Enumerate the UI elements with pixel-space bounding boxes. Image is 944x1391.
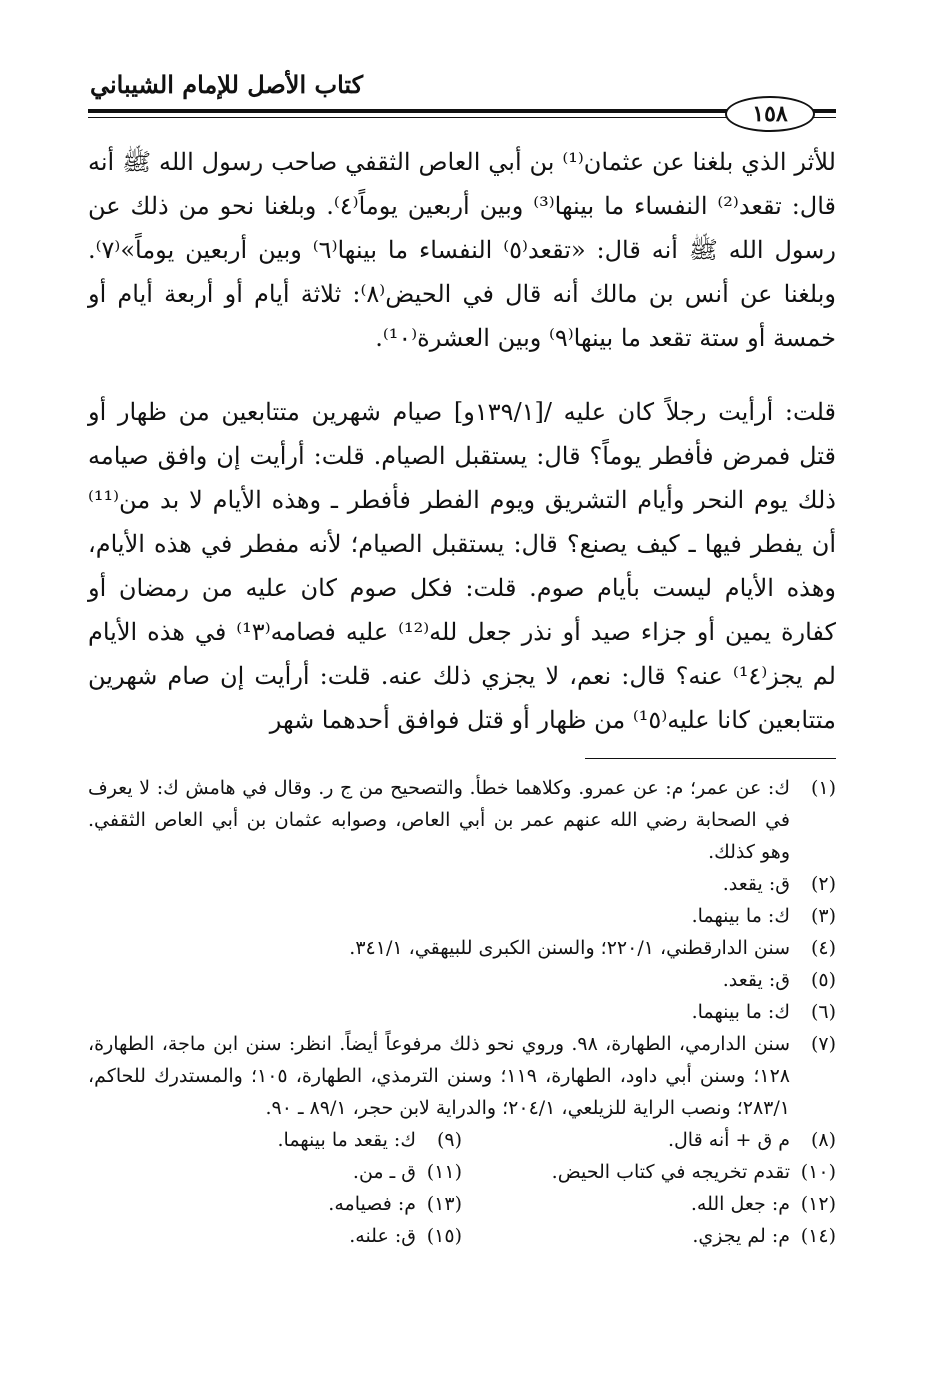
footnote-text: م: لم يجزي. bbox=[692, 1225, 790, 1247]
footnote-number: (٢) bbox=[810, 873, 836, 895]
footnote-text: ق: علنه. bbox=[349, 1225, 416, 1247]
footnote bbox=[462, 1156, 836, 1188]
footnote-number: (٩) bbox=[436, 1129, 462, 1151]
header-rule-thin bbox=[88, 117, 836, 118]
footnote-text: ك: عن عمر؛ م: عن عمرو. وكلاهما خطأ. والتصحيح من ج ر. وقال في هامش ك: لا يعرف في الصحابة رضي الله عنهم عمر بن أبي العاص، وصوابه عثمان بن أبي العاص الثقفي. وهو كذلك. bbox=[88, 777, 790, 863]
footnote-number: (١٥) bbox=[426, 1225, 462, 1247]
footnote-text: ق: يقعد. bbox=[722, 873, 790, 895]
footnote bbox=[88, 996, 836, 1028]
footnote bbox=[88, 900, 836, 932]
paragraph-2: قلت: أرأيت رجلاً كان عليه /[١٣٩/١و] صيام شهرين متتابعين من ظهار أو قتل فمرض فأفطر يوماً؟ قال: يستقبل الصيام. قلت: أرأيت إن وافق صيامه ذلك يوم النحر وأيام التشريق ويوم الفطر فأفطر ـ وهذه الأيام لا بد من⁽¹¹⁾ أن يفطر فيها ـ كيف يصنع؟ قال: يستقبل الصيام؛ لأنه مفطر في هذه الأيام، وهذه الأيام ليست بأيام صوم. قلت: فكل صوم كان عليه من رمضان أو كفارة يمين أو جزاء صيد أو نذر جعل لله⁽¹²⁾ عليه فصامه⁽¹٣⁾ في هذه الأيام لم يجز⁽¹٤⁾ عنه؟ قال: نعم، لا يجزي ذلك عنه. قلت: أرأيت إن صام شهرين متتابعين كانا عليه⁽¹٥⁾ من ظهار أو قتل فوافق أحدهما شهر bbox=[88, 398, 836, 734]
footnote bbox=[88, 932, 836, 964]
footnote-number: (٥) bbox=[810, 969, 836, 991]
footnote-text: ك: يقعد ما بينهما. bbox=[277, 1129, 416, 1151]
footnote bbox=[88, 1188, 462, 1220]
footnote-number: (٣) bbox=[810, 905, 836, 927]
footnote bbox=[462, 1188, 836, 1220]
footnote-pair-row bbox=[88, 1188, 836, 1220]
footnote-text: ق: يقعد. bbox=[722, 969, 790, 991]
footnote-text: ق ـ من. bbox=[352, 1161, 416, 1183]
footnote bbox=[88, 964, 836, 996]
footnote-text: سنن الدارقطني، ٢٢٠/١؛ والسنن الكبرى للبيهقي، ٣٤١/١. bbox=[349, 937, 790, 959]
footnote-pair-row bbox=[88, 1124, 836, 1156]
footnote-text: م: فصيامه. bbox=[328, 1193, 416, 1215]
paragraph-1: للأثر الذي بلغنا عن عثمان⁽¹⁾ بن أبي العاص الثقفي صاحب رسول الله ﷺ أنه قال: تقعد⁽²⁾ النفساء ما بينها⁽³⁾ وبين أربعين يوماً⁽٤⁾. وبلغنا نحو من ذلك عن رسول الله ﷺ أنه قال: «تقعد⁽٥⁾ النفساء ما بينها⁽٦⁾ وبين أربعين يوماً»⁽٧⁾. وبلغنا عن أنس بن مالك أنه قال في الحيض⁽٨⁾: ثلاثة أيام أو أربعة أيام أو خمسة أو ستة تقعد ما بينها⁽٩⁾ وبين العشرة⁽¹٠⁾. bbox=[88, 148, 836, 352]
footnote bbox=[88, 1220, 462, 1252]
footnote-number: (١) bbox=[810, 777, 836, 799]
footnote-number: (٤) bbox=[810, 937, 836, 959]
footnote-number: (٨) bbox=[810, 1129, 836, 1151]
footnote-number: (١٣) bbox=[426, 1193, 462, 1215]
footnote-text: ك: ما بينهما. bbox=[691, 905, 790, 927]
footnote-number: (١٠) bbox=[800, 1161, 836, 1183]
footnote bbox=[88, 1156, 462, 1188]
footnote-text: م ق + أنه قال. bbox=[667, 1129, 790, 1151]
main-text bbox=[88, 140, 836, 742]
footnote-pair-row bbox=[88, 1156, 836, 1188]
footnote-number: (١٢) bbox=[800, 1193, 836, 1215]
footnote-number: (١١) bbox=[426, 1161, 462, 1183]
page-number: ١٥٨ bbox=[725, 96, 815, 132]
footnote bbox=[88, 868, 836, 900]
footnote-text: م: جعل الله. bbox=[690, 1193, 790, 1215]
footnote-text: ك: ما بينهما. bbox=[691, 1001, 790, 1023]
footnote bbox=[462, 1124, 836, 1156]
footnote-pair-row bbox=[88, 1220, 836, 1252]
footnotes bbox=[88, 772, 836, 1252]
footnote bbox=[88, 1124, 462, 1156]
footnote-number: (٦) bbox=[810, 1001, 836, 1023]
footnote bbox=[462, 1220, 836, 1252]
footnote-text: سنن الدارمي، الطهارة، ٩٨. وروي نحو ذلك مرفوعاً أيضاً. انظر: سنن ابن ماجة، الطهارة، ١٢٨؛ وسنن أبي داود، الطهارة، ١١٩؛ وسنن الترمذي، الطهارة، ١٠٥؛ والمستدرك للحاكم، ٢٨٣/١؛ ونصب الراية للزيلعي، ٢٠٤/١؛ والدراية لابن حجر، ٨٩/١ ـ ٩٠. bbox=[88, 1033, 790, 1119]
running-header-title: كتاب الأصل للإمام الشيباني bbox=[90, 70, 364, 99]
header-rule-thick bbox=[88, 109, 836, 113]
footnote bbox=[88, 1028, 836, 1124]
footnote-number: (٧) bbox=[810, 1033, 836, 1055]
footnote-number: (١٤) bbox=[800, 1225, 836, 1247]
footnote bbox=[88, 772, 836, 868]
footnote-text: تقدم تخريجه في كتاب الحيض. bbox=[551, 1161, 790, 1183]
footnote-separator bbox=[585, 758, 836, 759]
